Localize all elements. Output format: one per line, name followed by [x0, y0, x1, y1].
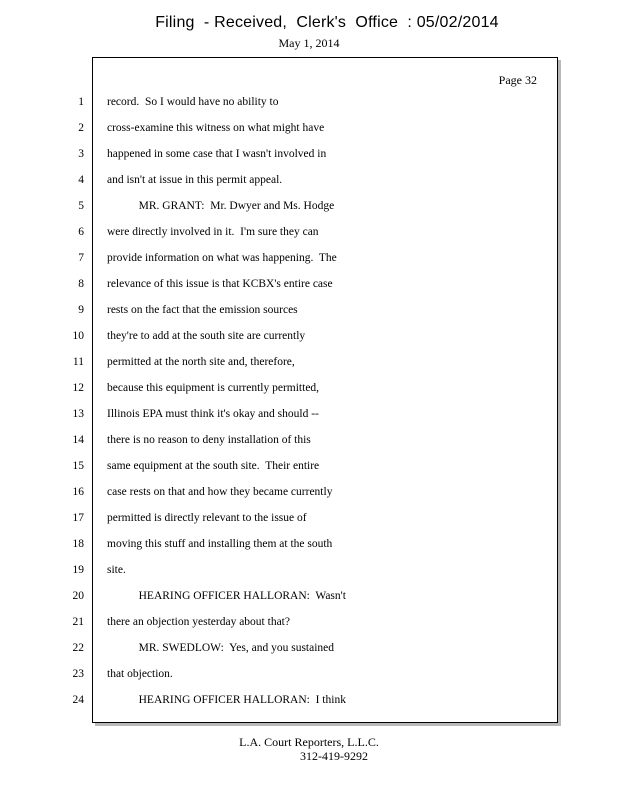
line-number: 5 — [78, 200, 84, 212]
transcript-line: they're to add at the south site are currently — [107, 330, 306, 342]
transcript-line: Illinois EPA must think it's okay and should -- — [107, 408, 319, 420]
line-number: 12 — [72, 382, 84, 394]
transcript-line: record. So I would have no ability to — [107, 96, 279, 108]
transcript-line: there is no reason to deny installation of this — [107, 434, 311, 446]
line-number: 7 — [78, 252, 84, 264]
line-number: 6 — [78, 226, 84, 238]
line-number: 4 — [78, 174, 84, 186]
line-number: 16 — [72, 486, 84, 498]
line-number: 3 — [78, 148, 84, 160]
hearing-date: May 1, 2014 — [278, 36, 340, 50]
transcript-line: HEARING OFFICER HALLORAN: I think — [107, 694, 346, 706]
transcript-line: because this equipment is currently permitted, — [107, 382, 320, 394]
transcript-line: permitted at the north site and, therefore, — [107, 356, 295, 368]
transcript-line: site. — [107, 564, 126, 576]
reporter-company: L.A. Court Reporters, L.L.C. — [239, 735, 379, 749]
transcript-line: MR. SWEDLOW: Yes, and you sustained — [107, 642, 335, 654]
transcript-line: relevance of this issue is that KCBX's entire case — [107, 278, 333, 290]
line-number: 13 — [72, 408, 84, 420]
transcript-line: were directly involved in it. I'm sure they can — [107, 226, 319, 238]
line-number: 19 — [72, 564, 84, 576]
line-number: 18 — [72, 538, 84, 550]
line-number: 14 — [72, 434, 84, 446]
line-number: 24 — [72, 694, 84, 706]
line-number: 20 — [72, 590, 84, 602]
line-number: 17 — [72, 512, 84, 524]
transcript-line: rests on the fact that the emission sources — [107, 304, 298, 316]
line-number: 1 — [78, 96, 84, 108]
transcript-line: there an objection yesterday about that? — [107, 616, 290, 628]
line-number: 21 — [72, 616, 84, 628]
transcript-line: same equipment at the south site. Their entire — [107, 460, 320, 472]
line-number-column — [60, 94, 84, 718]
line-number: 15 — [72, 460, 84, 472]
transcript-line: happened in some case that I wasn't involved in — [107, 148, 327, 160]
filing-stamp: Filing - Received, Clerk's Office : 05/02/2014 — [155, 14, 499, 31]
line-number: 9 — [78, 304, 84, 316]
line-number: 10 — [72, 330, 84, 342]
transcript-line: cross-examine this witness on what might have — [107, 122, 325, 134]
transcript-line: case rests on that and how they became currently — [107, 486, 333, 498]
page-number: Page 32 — [498, 73, 537, 87]
transcript-line: that objection. — [107, 668, 173, 680]
line-number: 2 — [78, 122, 84, 134]
transcript-line: provide information on what was happening. The — [107, 252, 337, 264]
reporter-phone: 312-419-9292 — [300, 749, 368, 763]
line-number: 8 — [78, 278, 84, 290]
transcript-text — [107, 94, 527, 718]
line-number: 11 — [72, 356, 84, 368]
reporter-footer — [0, 735, 618, 763]
transcript-line: and isn't at issue in this permit appeal. — [107, 174, 283, 186]
transcript-line: moving this stuff and installing them at the south — [107, 538, 333, 550]
line-number: 23 — [72, 668, 84, 680]
line-number: 22 — [72, 642, 84, 654]
transcript-line: permitted is directly relevant to the issue of — [107, 512, 307, 524]
transcript-line: HEARING OFFICER HALLORAN: Wasn't — [107, 590, 346, 602]
transcript-line: MR. GRANT: Mr. Dwyer and Ms. Hodge — [107, 200, 335, 212]
